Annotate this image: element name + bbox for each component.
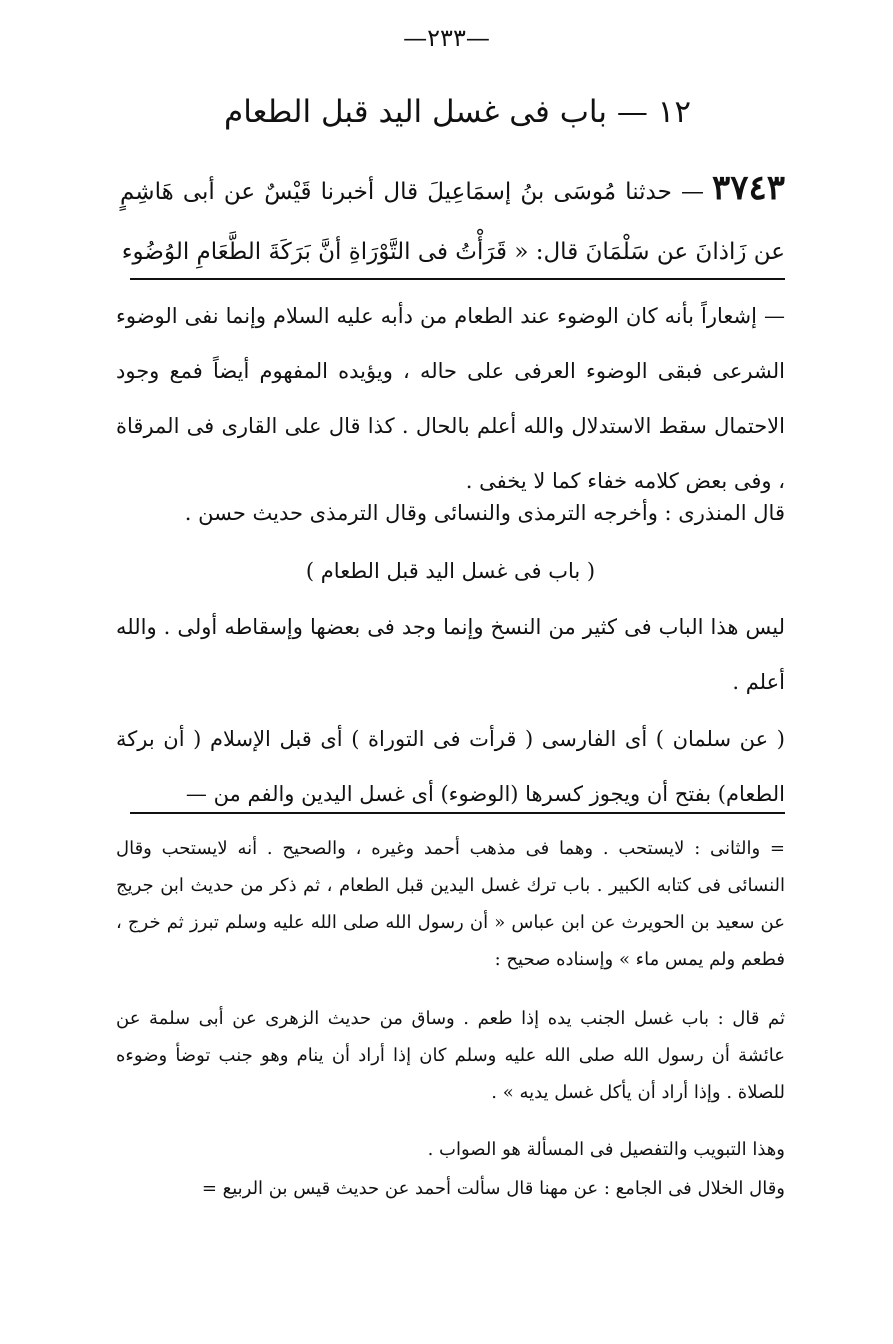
commentary-paragraph: ليس هذا الباب فى كثير من النسخ وإنما وجد فى بعضها وإسقاطه أولى . والله أعلم .	[116, 615, 785, 694]
section-divider	[130, 278, 785, 280]
chapter-heading: ١٢ — باب فى غسل اليد قبل الطعام	[224, 94, 691, 130]
commentary-paragraph: — إشعاراً بأنه كان الوضوء عند الطعام من دأبه عليه السلام وإنما نفى الوضوء الشرعى فبقى الوضوء العرفى على حاله ، ويؤيده المفهوم أيضاً فمع وجود الاحتمال سقط الاستدلال والله أعلم بالحال . كذا قال على القارى فى المرقاة ، وفى بعض كلامه خفاء كما لا يخفى .	[116, 304, 785, 493]
section-subheading: ( باب فى غسل اليد قبل الطعام )	[305, 559, 596, 583]
hadith-text: — حدثنا مُوسَى بنُ إسمَاعِيلَ قال أخبرنا قَيْسٌ عن أبى هَاشِمٍ عن زَاذانَ عن سَلْمَانَ قال: « قَرَأْتُ فى التَّوْرَاةِ أنَّ بَرَكَةَ الطَّعَامِ الوُضُوء	[120, 179, 785, 265]
footnote-paragraph: ثم قال : باب غسل الجنب يده إذا طعم . وساق من حديث الزهرى عن أبى سلمة عن عائشة أن رسول الله صلى الله عليه وسلم كان إذا أراد أن ينام وهو جنب توضأ وضوءه للصلاة . وإذا أراد أن يأكل غسل يديه » .	[116, 1008, 785, 1103]
hadith-number: ٣٧٤٣	[711, 168, 785, 208]
page-number: —٢٣٣—	[403, 24, 490, 52]
footnote-paragraph: وهذا التبويب والتفصيل فى المسألة هو الصواب .	[427, 1139, 785, 1160]
hadith-block	[120, 158, 785, 282]
footnote-divider	[130, 812, 785, 814]
commentary-paragraph: قال المنذرى : وأخرجه الترمذى والنسائى وقال الترمذى حديث حسن .	[184, 501, 785, 525]
commentary-paragraph: ( عن سلمان ) أى الفارسى ( قرأت فى التوراة ) أى قبل الإسلام ( أن بركة الطعام) بفتح أن ويجوز كسرها (الوضوء) أى غسل اليدين والفم من —	[116, 727, 785, 806]
footnote-paragraph: = والثانى : لايستحب . وهما فى مذهب أحمد وغيره ، والصحيح . أنه لايستحب وقال النسائى فى كتابه الكبير . باب ترك غسل اليدين قبل الطعام ، ثم ذكر من حديث ابن جريج عن سعيد بن الحويرث عن ابن عباس « أن رسول الله صلى الله عليه وسلم تبرز ثم خرج ، فطعم ولم يمس ماء » وإسناده صحيح :	[116, 838, 785, 970]
footnote-paragraph: وقال الخلال فى الجامع : عن مهنا قال سألت أحمد عن حديث قيس بن الربيع =	[201, 1178, 785, 1199]
